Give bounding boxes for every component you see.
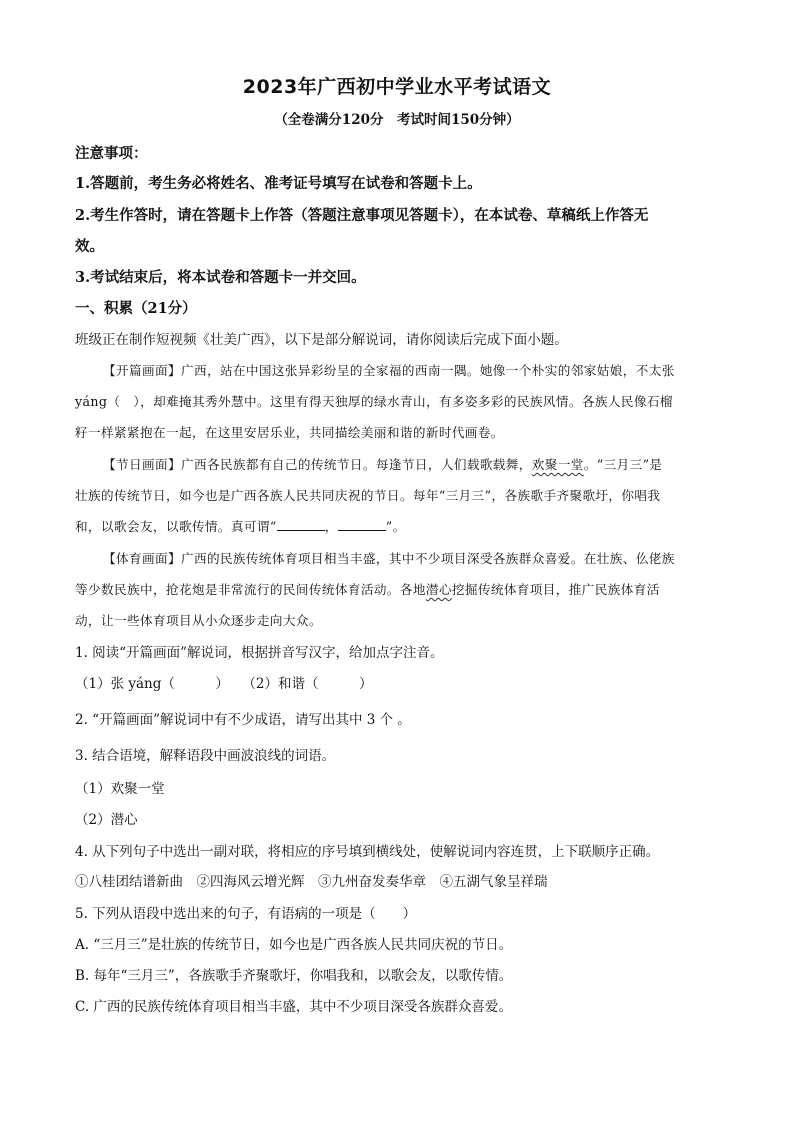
question-2: 2. “开篇画面”解说词中有不少成语，请写出其中 3 个 。 bbox=[75, 712, 411, 728]
passage-p3-line3: 动，让一些体育项目从小众逐步走向大众。 bbox=[75, 613, 322, 628]
passage-p1-line2: yáng（ ），却难掩其秀外慧中。这里有得天独厚的绿水青山，有多姿多彩的民族风情。各族人民像石榴 bbox=[75, 394, 673, 409]
notice-item-3: 3.考试结束后，将本试卷和答题卡一并交回。 bbox=[75, 269, 366, 286]
passage-p2-line1 bbox=[103, 454, 753, 473]
notice-heading: 注意事项： bbox=[75, 145, 148, 162]
p3-text-pre: 等少数民族中，抢花炮是非常流行的民间传统体育活动。各地 bbox=[75, 582, 426, 597]
p3-text-post: 挖掘传统体育项目，推广民族体育活 bbox=[451, 582, 660, 597]
question-1: 1. 阅读“开篇画面”解说词，根据拼音写汉字，给加点字注音。 bbox=[75, 645, 444, 661]
section-1-intro: 班级正在制作短视频《壮美广西》，以下是部分解说词，请你阅读后完成下面小题。 bbox=[75, 332, 568, 348]
couplet-blank-2[interactable] bbox=[338, 517, 386, 531]
question-5-option-a: A. “三月三”是壮族的传统节日，如今也是广西各族人民共同庆祝的节日。 bbox=[75, 937, 513, 953]
p2c-mid: ， bbox=[324, 519, 338, 534]
notice-item-2: 2.考生作答时，请在答题卡上作答（答题注意事项见答题卡），在本试卷、草稿纸上作答无 bbox=[75, 207, 649, 224]
passage-p1-line1: 【开篇画面】广西，站在中国这张异彩纷呈的全家福的西南一隅。她像一个朴实的邻家姑娘，不太张 bbox=[103, 363, 675, 378]
passage-p1-line3: 籽一样紧紧抱在一起，在这里安居乐业，共同描绘美丽和谐的新时代画卷。 bbox=[75, 425, 504, 440]
question-4-options: ①八桂团结谱新曲 ②四海风云增光辉 ③九州奋发奏华章 ④五湖气象呈祥瑞 bbox=[75, 874, 548, 890]
p2-text-post: 。“三月三”是 bbox=[583, 457, 663, 472]
question-4: 4. 从下列句子中选出一副对联，将相应的序号填到横线处，使解说词内容连贯，上下联顺序正确。 bbox=[75, 844, 660, 860]
question-5-option-b: B. 每年“三月三”，各族歌手齐聚歌圩，你唱我和，以歌会友，以歌传情。 bbox=[75, 968, 513, 984]
wavy-word-qianxin: 潜心 bbox=[425, 582, 452, 597]
passage-p2-line2: 壮族的传统节日，如今也是广西各族人民共同庆祝的节日。每年“三月三”，各族歌手齐聚歌圩，你唱我 bbox=[75, 488, 661, 503]
p2c-post: ”。 bbox=[385, 519, 406, 534]
p2-text-pre: 【节日画面】广西各民族都有自己的传统节日。每逢节日，人们载歌载舞， bbox=[103, 457, 532, 472]
question-3-2: （2）潜心 bbox=[75, 812, 138, 828]
p2c-pre: 和，以歌会友，以歌传情。真可谓“ bbox=[75, 519, 277, 534]
question-5: 5. 下列从语段中选出来的句子，有语病的一项是（ ） bbox=[75, 906, 417, 922]
notice-item-2-cont: 效。 bbox=[75, 238, 104, 255]
question-1-parts: （1）张 yáng（ ） （2）和谐（ ） bbox=[75, 676, 373, 692]
page-subtitle: （全卷满分120分 考试时间150分钟） bbox=[274, 112, 520, 128]
question-5-option-c: C. 广西的民族传统体育项目相当丰盛，其中不少项目深受各族群众喜爱。 bbox=[75, 999, 512, 1015]
wavy-word-huanju: 欢聚一堂 bbox=[531, 457, 584, 472]
question-3-1: （1）欢聚一堂 bbox=[75, 781, 165, 797]
couplet-blank-1[interactable] bbox=[277, 517, 325, 531]
passage-p3-line1: 【体育画面】广西的民族传统体育项目相当丰盛，其中不少项目深受各族群众喜爱。在壮族、仫佬族 bbox=[103, 551, 675, 566]
question-3: 3. 结合语境，解释语段中画波浪线的词语。 bbox=[75, 748, 336, 764]
passage-p3-line2 bbox=[75, 579, 725, 598]
notice-item-1: 1.答题前，考生务必将姓名、准考证号填写在试卷和答题卡上。 bbox=[75, 175, 482, 192]
passage-p2-line3 bbox=[75, 516, 725, 535]
section-1-heading: 一、积累（21分） bbox=[75, 300, 197, 317]
page-title: 2023年广西初中学业水平考试语文 bbox=[242, 76, 552, 98]
